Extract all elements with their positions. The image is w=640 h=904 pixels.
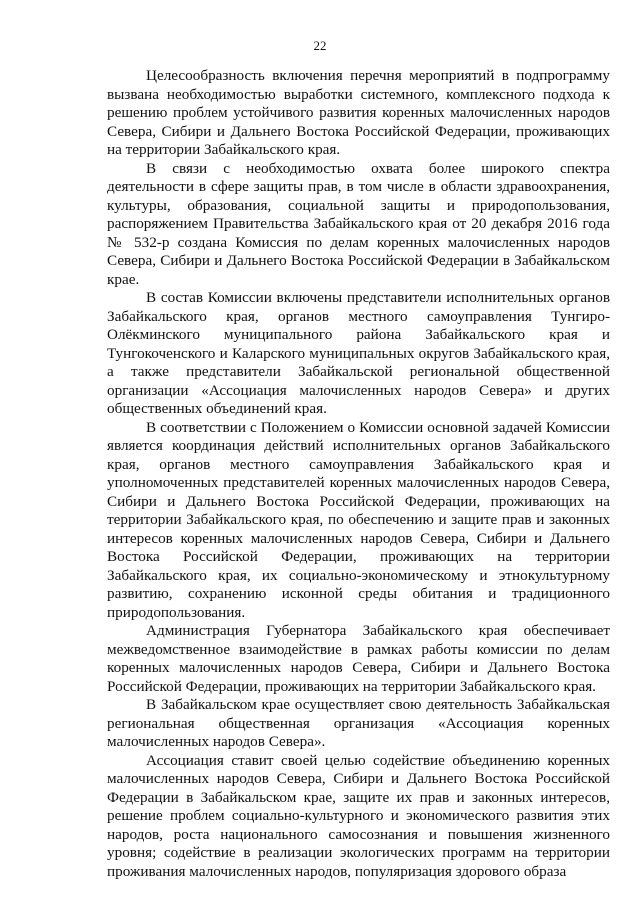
paragraph-commission-tasks: В соответствии с Положением о Комиссии основной задачей Комиссии является координация действий исполнительных органов Забайкальского края, органов местного самоуправления Забайкальского края и уполномоченных представителей коренных малочисленных народов Севера, Сибири и Дальнего Востока Российской Федерации, проживающих на территории Забайкальского края, по обеспечению и защите прав и законных интересов коренных малочисленных народов Севера, Сибири и Дальнего Востока Российской Федерации, проживающих на территории Забайкальского края, их социально-экономическому и этнокультурному развитию, сохранению исконной среды обитания и традиционного природопользования. bbox=[107, 418, 610, 621]
paragraph-program-rationale: Целесообразность включения перечня мероприятий в подпрограмму вызвана необходимостью выработки системного, комплексного подхода к решению проблем устойчивого развития коренных малочисленных народов Севера, Сибири и Дальнего Востока Российской Федерации, проживающих на территории Забайкальского края. bbox=[107, 67, 610, 158]
body-text bbox=[107, 67, 610, 881]
page-number: 22 bbox=[313, 38, 327, 53]
paragraph-regional-organization: В Забайкальском крае осуществляет свою деятельность Забайкальская региональная общественная организация «Ассоциация коренных малочисленных народов Севера». bbox=[107, 696, 610, 750]
paragraph-association-goals: Ассоциация ставит своей целью содействие объединению коренных малочисленных народов Севера, Сибири и Дальнего Востока Российской Федерации в Забайкальском крае, защите их прав и законных интересов, решение проблем социально-культурного и экономического развития этих народов, роста национального самосознания и повышения жизненного уровня; содействие в реализации экологических программ на территории проживания малочисленных народов, популяризация здорового образа bbox=[107, 751, 610, 880]
paragraph-commission-creation: В связи с необходимостью охвата более широкого спектра деятельности в сфере защиты прав, в том числе в области здравоохранения, культуры, образования, социальной защиты и природопользования, распоряжением Правительства Забайкальского края от 20 декабря 2016 года № 532-р создана Комиссия по делам коренных малочисленных народов Севера, Сибири и Дальнего Востока Российской Федерации в Забайкальском крае. bbox=[107, 159, 610, 288]
paragraph-commission-members: В состав Комиссии включены представители исполнительных органов Забайкальского края, органов местного самоуправления Тунгиро-Олёкминского муниципального района Забайкальского края и Тунгокоченского и Каларского муниципальных округов Забайкальского края, а также представители Забайкальской региональной общественной организации «Ассоциация малочисленных народов Севера» и других общественных объединений края. bbox=[107, 289, 610, 417]
paragraph-governor-administration: Администрация Губернатора Забайкальского края обеспечивает межведомственное взаимодействие в рамках работы комиссии по делам коренных малочисленных народов Севера, Сибири и Дальнего Востока Российской Федерации, проживающих на территории Забайкальского края. bbox=[107, 622, 610, 695]
